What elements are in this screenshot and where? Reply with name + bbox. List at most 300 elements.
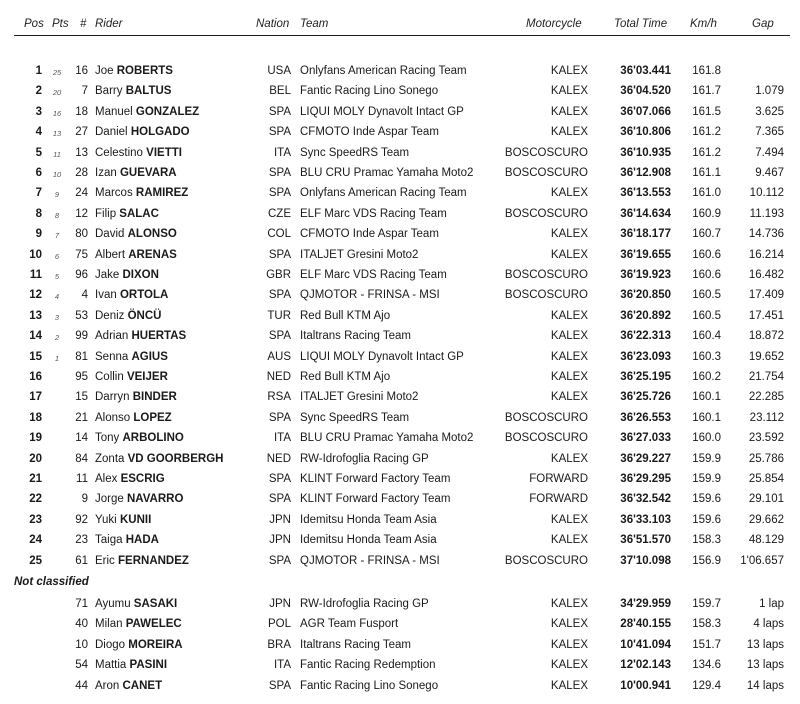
team-cell: Italtrans Racing Team bbox=[300, 638, 412, 651]
pos-cell: 21 bbox=[29, 473, 42, 485]
points-cell: 10 bbox=[52, 170, 62, 179]
speed-cell: 160.6 bbox=[692, 269, 721, 281]
motorcycle-cell: KALEX bbox=[550, 618, 588, 631]
rider-first-name: Deniz bbox=[95, 309, 125, 322]
nation-cell: BEL bbox=[269, 85, 291, 98]
total-time-cell: 36'29.227 bbox=[620, 452, 671, 465]
rider-name-cell bbox=[95, 473, 165, 485]
gap-cell: 16.214 bbox=[748, 248, 784, 261]
rider-last-name: ORTOLA bbox=[119, 289, 169, 302]
team-cell: LIQUI MOLY Dynavolt Intact GP bbox=[300, 350, 464, 363]
nation-cell: ITA bbox=[273, 659, 291, 672]
rider-first-name: Barry bbox=[95, 85, 123, 98]
pos-cell: 25 bbox=[29, 554, 42, 567]
rider-first-name: Jake bbox=[95, 269, 120, 281]
speed-cell: 160.6 bbox=[692, 248, 721, 261]
motorcycle-cell: FORWARD bbox=[529, 493, 588, 506]
pos-cell: 5 bbox=[35, 146, 42, 159]
points-cell: 2 bbox=[54, 333, 60, 343]
table-row bbox=[0, 470, 800, 490]
speed-cell: 161.2 bbox=[692, 146, 721, 159]
rider-number-cell: 71 bbox=[75, 598, 88, 610]
pos-cell: 3 bbox=[35, 105, 42, 118]
rider-first-name: Darryn bbox=[95, 391, 130, 404]
total-time-cell: 36'03.441 bbox=[620, 65, 671, 77]
rider-first-name: Celestino bbox=[95, 146, 143, 159]
rider-first-name: Diogo bbox=[95, 638, 126, 651]
table-row bbox=[0, 123, 800, 143]
team-cell: Idemitsu Honda Team Asia bbox=[300, 534, 437, 547]
table-row bbox=[0, 388, 800, 408]
rider-name-cell bbox=[95, 147, 182, 159]
rider-name-cell bbox=[95, 371, 168, 383]
points-cell: 4 bbox=[54, 292, 60, 302]
speed-cell: 159.9 bbox=[692, 473, 721, 485]
total-time-cell: 36'10.935 bbox=[620, 146, 671, 159]
table-row bbox=[0, 429, 800, 449]
gap-cell: 18.872 bbox=[748, 330, 784, 343]
rider-last-name: NAVARRO bbox=[126, 493, 184, 506]
motorcycle-cell: KALEX bbox=[550, 679, 588, 692]
table-row bbox=[0, 62, 800, 82]
rider-name-cell bbox=[95, 453, 223, 465]
motorcycle-cell: BOSCOSCURO bbox=[504, 554, 588, 567]
gap-cell: 19.652 bbox=[748, 350, 784, 363]
points-cell: 9 bbox=[54, 190, 60, 200]
rider-last-name: GONZALEZ bbox=[135, 105, 200, 118]
gap-cell: 13 laps bbox=[746, 638, 784, 651]
pos-cell: 17 bbox=[29, 391, 42, 404]
team-cell: AGR Team Fusport bbox=[300, 618, 399, 631]
rider-last-name: HADA bbox=[125, 534, 159, 547]
nation-cell: POL bbox=[267, 618, 291, 631]
rider-last-name: HOLGADO bbox=[130, 126, 190, 139]
nation-cell: SPA bbox=[268, 126, 291, 139]
rider-first-name: Tony bbox=[95, 432, 120, 445]
gap-cell: 29.662 bbox=[748, 513, 784, 526]
team-cell: QJMOTOR - FRINSA - MSI bbox=[300, 554, 440, 567]
rider-first-name: Jorge bbox=[95, 493, 124, 506]
speed-cell: 161.8 bbox=[692, 65, 721, 77]
header-nation: Nation bbox=[256, 18, 290, 30]
rider-first-name: Adrian bbox=[95, 330, 129, 343]
header-kmh: Km/h bbox=[690, 18, 717, 30]
total-time-cell: 36'29.295 bbox=[620, 473, 671, 485]
table-row bbox=[0, 552, 800, 572]
pos-cell: 24 bbox=[29, 534, 42, 547]
total-time-cell: 10'41.094 bbox=[620, 638, 671, 651]
rider-first-name: Daniel bbox=[95, 126, 128, 139]
speed-cell: 160.0 bbox=[692, 432, 721, 445]
table-row bbox=[0, 164, 800, 184]
rider-number-cell: 24 bbox=[75, 187, 88, 200]
team-cell: KLINT Forward Factory Team bbox=[300, 493, 451, 506]
rider-first-name: Marcos bbox=[95, 187, 133, 200]
rider-number-cell: 99 bbox=[75, 330, 88, 343]
rider-last-name: PAWELEC bbox=[125, 618, 182, 631]
rider-first-name: Alonso bbox=[95, 411, 131, 424]
rider-number-cell: 23 bbox=[75, 534, 88, 547]
rider-number-cell: 92 bbox=[75, 513, 88, 526]
pos-cell: 23 bbox=[29, 513, 42, 526]
team-cell: Sync SpeedRS Team bbox=[300, 146, 410, 159]
rider-first-name: Mattia bbox=[95, 659, 127, 672]
total-time-cell: 36'25.195 bbox=[620, 371, 671, 383]
table-row bbox=[0, 511, 800, 531]
gap-cell: 4 laps bbox=[753, 618, 784, 631]
motorcycle-cell: BOSCOSCURO bbox=[504, 146, 588, 159]
rider-number-cell: 10 bbox=[75, 638, 88, 651]
rider-name-cell bbox=[95, 310, 161, 322]
rider-last-name: ARBOLINO bbox=[122, 432, 184, 445]
rider-name-cell bbox=[95, 208, 159, 220]
table-row bbox=[0, 225, 800, 245]
rider-last-name: ARENAS bbox=[128, 248, 177, 261]
speed-cell: 161.5 bbox=[692, 105, 721, 118]
nation-cell: NED bbox=[266, 371, 291, 383]
pos-cell: 9 bbox=[35, 228, 42, 241]
rider-last-name: FERNANDEZ bbox=[118, 554, 189, 567]
gap-cell: 23.592 bbox=[748, 432, 784, 445]
table-row bbox=[0, 205, 800, 225]
motorcycle-cell: KALEX bbox=[550, 452, 588, 465]
table-row bbox=[0, 450, 800, 470]
rider-last-name: BALTUS bbox=[125, 85, 172, 98]
total-time-cell: 36'32.542 bbox=[620, 493, 671, 506]
speed-cell: 160.7 bbox=[692, 228, 721, 241]
total-time-cell: 36'07.066 bbox=[620, 105, 671, 118]
speed-cell: 159.7 bbox=[692, 598, 721, 610]
team-cell: Sync SpeedRS Team bbox=[300, 411, 410, 424]
table-row bbox=[0, 531, 800, 551]
pos-cell: 12 bbox=[29, 289, 42, 302]
motorcycle-cell: KALEX bbox=[550, 228, 588, 241]
nation-cell: SPA bbox=[268, 554, 291, 567]
rider-number-cell: 81 bbox=[75, 350, 88, 363]
nation-cell: SPA bbox=[268, 105, 291, 118]
gap-cell: 7.365 bbox=[755, 126, 784, 139]
rider-first-name: Aron bbox=[95, 679, 120, 692]
gap-cell: 3.625 bbox=[755, 105, 784, 118]
rider-number-cell: 27 bbox=[75, 126, 88, 139]
gap-cell: 14.736 bbox=[748, 228, 784, 241]
rider-name-cell bbox=[95, 680, 162, 692]
rider-first-name: Collin bbox=[95, 371, 124, 383]
total-time-cell: 36'10.806 bbox=[620, 126, 671, 139]
pos-cell: 2 bbox=[35, 85, 42, 98]
pos-cell: 13 bbox=[29, 309, 42, 322]
rider-number-cell: 53 bbox=[75, 309, 88, 322]
header-team: Team bbox=[300, 18, 329, 30]
motorcycle-cell: KALEX bbox=[550, 330, 588, 343]
rider-first-name: Albert bbox=[95, 248, 126, 261]
total-time-cell: 36'33.103 bbox=[620, 513, 671, 526]
pos-cell: 22 bbox=[29, 493, 42, 506]
motorcycle-cell: BOSCOSCURO bbox=[504, 167, 588, 179]
points-cell: 1 bbox=[54, 353, 60, 363]
rider-number-cell: 95 bbox=[75, 371, 88, 383]
gap-cell: 16.482 bbox=[748, 269, 784, 281]
pos-cell: 18 bbox=[29, 411, 42, 424]
motorcycle-cell: KALEX bbox=[550, 248, 588, 261]
gap-cell: 48.129 bbox=[748, 534, 784, 547]
rider-number-cell: 80 bbox=[75, 228, 88, 241]
team-cell: ITALJET Gresini Moto2 bbox=[300, 248, 419, 261]
total-time-cell: 10'00.941 bbox=[620, 679, 671, 692]
speed-cell: 129.4 bbox=[692, 679, 721, 692]
total-time-cell: 36'22.313 bbox=[620, 330, 671, 343]
nation-cell: RSA bbox=[267, 391, 291, 404]
rider-name-cell bbox=[95, 85, 171, 97]
gap-cell: 7.494 bbox=[755, 146, 784, 159]
header-num: # bbox=[80, 18, 87, 30]
points-cell: 16 bbox=[52, 108, 62, 118]
rider-name-cell bbox=[95, 598, 177, 610]
rider-last-name: ÖNCÜ bbox=[127, 309, 162, 322]
header-rider: Rider bbox=[95, 18, 123, 30]
pos-cell: 15 bbox=[29, 350, 42, 363]
points-cell: 3 bbox=[54, 312, 60, 322]
motorcycle-cell: KALEX bbox=[550, 513, 588, 526]
rider-name-cell bbox=[95, 289, 168, 301]
team-cell: RW-Idrofoglia Racing GP bbox=[300, 598, 429, 610]
points-cell: 20 bbox=[52, 88, 62, 98]
nation-cell: SPA bbox=[268, 473, 291, 485]
motorcycle-cell: BOSCOSCURO bbox=[504, 207, 588, 220]
rider-name-cell bbox=[95, 249, 177, 261]
rider-number-cell: 54 bbox=[75, 659, 88, 672]
header-total-time: Total Time bbox=[614, 18, 668, 30]
motorcycle-cell: BOSCOSCURO bbox=[504, 432, 588, 445]
rider-last-name: HUERTAS bbox=[131, 330, 187, 343]
motorcycle-cell: KALEX bbox=[550, 187, 588, 200]
motorcycle-cell: KALEX bbox=[550, 638, 588, 651]
speed-cell: 160.4 bbox=[692, 330, 721, 343]
gap-cell: 13 laps bbox=[746, 659, 784, 672]
gap-cell: 17.409 bbox=[748, 289, 784, 302]
table-row bbox=[0, 368, 800, 388]
speed-cell: 158.3 bbox=[692, 618, 721, 631]
rider-last-name: ALONSO bbox=[127, 228, 177, 241]
nation-cell: SPA bbox=[268, 187, 291, 200]
table-row bbox=[0, 615, 800, 635]
nation-cell: SPA bbox=[268, 679, 291, 692]
rider-name-cell bbox=[95, 432, 184, 444]
table-row bbox=[0, 490, 800, 510]
team-cell: RW-Idrofoglia Racing GP bbox=[300, 452, 429, 465]
rider-first-name: Manuel bbox=[95, 105, 133, 118]
rider-number-cell: 9 bbox=[81, 493, 88, 506]
header-gap: Gap bbox=[752, 18, 774, 30]
rider-first-name: Taiga bbox=[95, 534, 123, 547]
rider-last-name: VIETTI bbox=[146, 146, 182, 159]
rider-number-cell: 16 bbox=[75, 65, 88, 77]
rider-number-cell: 7 bbox=[81, 85, 88, 98]
team-cell: BLU CRU Pramac Yamaha Moto2 bbox=[300, 167, 474, 179]
nation-cell: GBR bbox=[266, 269, 291, 281]
gap-cell: 29.101 bbox=[748, 493, 784, 506]
rider-last-name: KUNII bbox=[119, 513, 152, 526]
nation-cell: ITA bbox=[273, 432, 291, 445]
rider-last-name: BINDER bbox=[132, 391, 177, 404]
rider-number-cell: 44 bbox=[75, 679, 88, 692]
rider-number-cell: 13 bbox=[75, 146, 88, 159]
team-cell: ELF Marc VDS Racing Team bbox=[300, 269, 447, 281]
speed-cell: 160.2 bbox=[692, 371, 721, 383]
rider-last-name: PASINI bbox=[129, 659, 168, 672]
table-row bbox=[0, 144, 800, 164]
speed-cell: 159.6 bbox=[692, 513, 721, 526]
rider-number-cell: 14 bbox=[75, 432, 88, 445]
speed-cell: 161.2 bbox=[692, 126, 721, 139]
team-cell: Onlyfans American Racing Team bbox=[300, 187, 467, 200]
table-row bbox=[0, 656, 800, 676]
rider-name-cell bbox=[95, 493, 183, 505]
motorcycle-cell: KALEX bbox=[550, 126, 588, 139]
points-cell: 11 bbox=[53, 149, 61, 159]
table-row bbox=[0, 266, 800, 286]
gap-cell: 22.285 bbox=[748, 391, 784, 404]
speed-cell: 161.7 bbox=[692, 85, 721, 98]
rider-number-cell: 18 bbox=[75, 105, 88, 118]
pos-cell: 19 bbox=[29, 432, 42, 445]
nation-cell: JPN bbox=[269, 534, 291, 547]
gap-cell: 14 laps bbox=[746, 679, 784, 692]
total-time-cell: 36'04.520 bbox=[620, 85, 671, 98]
speed-cell: 160.5 bbox=[692, 309, 721, 322]
rider-first-name: Milan bbox=[95, 618, 123, 631]
gap-cell: 9.467 bbox=[755, 167, 784, 179]
rider-last-name: VEIJER bbox=[126, 371, 168, 383]
rider-name-cell bbox=[95, 106, 199, 118]
table-row bbox=[0, 246, 800, 266]
rider-name-cell bbox=[95, 391, 177, 403]
nation-cell: SPA bbox=[268, 289, 291, 302]
nation-cell: JPN bbox=[269, 598, 291, 610]
rider-last-name: SALAC bbox=[119, 207, 159, 220]
team-cell: CFMOTO Inde Aspar Team bbox=[300, 126, 439, 139]
gap-cell: 25.854 bbox=[748, 473, 784, 485]
rider-last-name: DIXON bbox=[122, 269, 159, 281]
speed-cell: 160.5 bbox=[692, 289, 721, 302]
speed-cell: 160.1 bbox=[692, 411, 721, 424]
rider-last-name: LOPEZ bbox=[133, 411, 172, 424]
nation-cell: CZE bbox=[268, 207, 291, 220]
rider-first-name: Eric bbox=[95, 554, 115, 567]
total-time-cell: 36'20.850 bbox=[620, 289, 671, 302]
speed-cell: 156.9 bbox=[692, 554, 721, 567]
motorcycle-cell: KALEX bbox=[550, 65, 588, 77]
speed-cell: 160.1 bbox=[692, 391, 721, 404]
rider-number-cell: 21 bbox=[75, 411, 88, 424]
points-cell: 6 bbox=[54, 251, 60, 261]
team-cell: Red Bull KTM Ajo bbox=[300, 309, 391, 322]
team-cell: Italtrans Racing Team bbox=[300, 330, 412, 343]
speed-cell: 161.0 bbox=[692, 187, 721, 200]
rider-number-cell: 11 bbox=[76, 473, 88, 485]
points-cell: 5 bbox=[54, 272, 60, 281]
rider-last-name: AGIUS bbox=[131, 350, 168, 363]
rider-name-cell bbox=[95, 126, 190, 138]
motorcycle-cell: KALEX bbox=[550, 598, 588, 610]
motorcycle-cell: BOSCOSCURO bbox=[504, 289, 588, 302]
rider-number-cell: 4 bbox=[81, 289, 88, 302]
team-cell: ELF Marc VDS Racing Team bbox=[300, 207, 447, 220]
rider-last-name: ROBERTS bbox=[116, 65, 173, 77]
nation-cell: SPA bbox=[268, 248, 291, 261]
gap-cell: 17.451 bbox=[748, 309, 784, 322]
team-cell: Onlyfans American Racing Team bbox=[300, 65, 467, 77]
rider-name-cell bbox=[95, 269, 159, 281]
speed-cell: 158.3 bbox=[692, 534, 721, 547]
pos-cell: 20 bbox=[29, 452, 42, 465]
rider-name-cell bbox=[95, 187, 188, 199]
header-pos: Pos bbox=[24, 18, 44, 30]
nation-cell: NED bbox=[266, 452, 291, 465]
motorcycle-cell: KALEX bbox=[550, 350, 588, 363]
pos-cell: 1 bbox=[35, 65, 42, 77]
team-cell: Fantic Racing Lino Sonego bbox=[300, 679, 439, 692]
pos-cell: 16 bbox=[29, 371, 42, 383]
header-pts: Pts bbox=[52, 18, 69, 30]
rider-last-name: GUEVARA bbox=[119, 167, 177, 179]
rider-name-cell bbox=[95, 330, 186, 342]
motorcycle-cell: KALEX bbox=[550, 391, 588, 404]
team-cell: LIQUI MOLY Dynavolt Intact GP bbox=[300, 105, 464, 118]
total-time-cell: 12'02.143 bbox=[620, 659, 671, 672]
rider-last-name: SASAKI bbox=[133, 598, 178, 610]
total-time-cell: 36'19.655 bbox=[620, 248, 671, 261]
speed-cell: 160.9 bbox=[692, 207, 721, 220]
nation-cell: BRA bbox=[267, 638, 291, 651]
rider-name-cell bbox=[95, 351, 168, 363]
rider-first-name: Alex bbox=[95, 473, 118, 485]
pos-cell: 6 bbox=[35, 167, 42, 179]
motorcycle-cell: BOSCOSCURO bbox=[504, 411, 588, 424]
rider-number-cell: 15 bbox=[75, 391, 88, 404]
motorcycle-cell: KALEX bbox=[550, 85, 588, 98]
speed-cell: 159.6 bbox=[692, 493, 721, 506]
rider-name-cell bbox=[95, 228, 177, 240]
nation-cell: JPN bbox=[269, 513, 291, 526]
rider-first-name: Zonta bbox=[95, 452, 125, 465]
motorcycle-cell: BOSCOSCURO bbox=[504, 269, 588, 281]
rider-last-name: VD GOORBERGH bbox=[127, 452, 224, 465]
motorcycle-cell: KALEX bbox=[550, 105, 588, 118]
total-time-cell: 36'26.553 bbox=[620, 411, 671, 424]
rider-first-name: Senna bbox=[95, 350, 129, 363]
nation-cell: SPA bbox=[268, 167, 291, 179]
gap-cell: 23.112 bbox=[749, 411, 784, 424]
nation-cell: ITA bbox=[273, 146, 291, 159]
team-cell: Idemitsu Honda Team Asia bbox=[300, 513, 437, 526]
points-cell: 7 bbox=[54, 231, 60, 241]
speed-cell: 161.1 bbox=[692, 167, 721, 179]
nation-cell: COL bbox=[267, 228, 291, 241]
speed-cell: 151.7 bbox=[692, 638, 721, 651]
rider-first-name: Filip bbox=[95, 207, 117, 220]
table-row bbox=[0, 348, 800, 368]
gap-cell: 21.754 bbox=[748, 371, 784, 383]
nation-cell: SPA bbox=[268, 493, 291, 506]
total-time-cell: 36'12.908 bbox=[620, 167, 671, 179]
points-cell: 25 bbox=[52, 68, 62, 77]
nation-cell: USA bbox=[267, 65, 291, 77]
rider-name-cell bbox=[95, 555, 189, 567]
header-divider bbox=[14, 35, 790, 36]
total-time-cell: 36'19.923 bbox=[620, 269, 671, 281]
rider-number-cell: 75 bbox=[75, 248, 88, 261]
